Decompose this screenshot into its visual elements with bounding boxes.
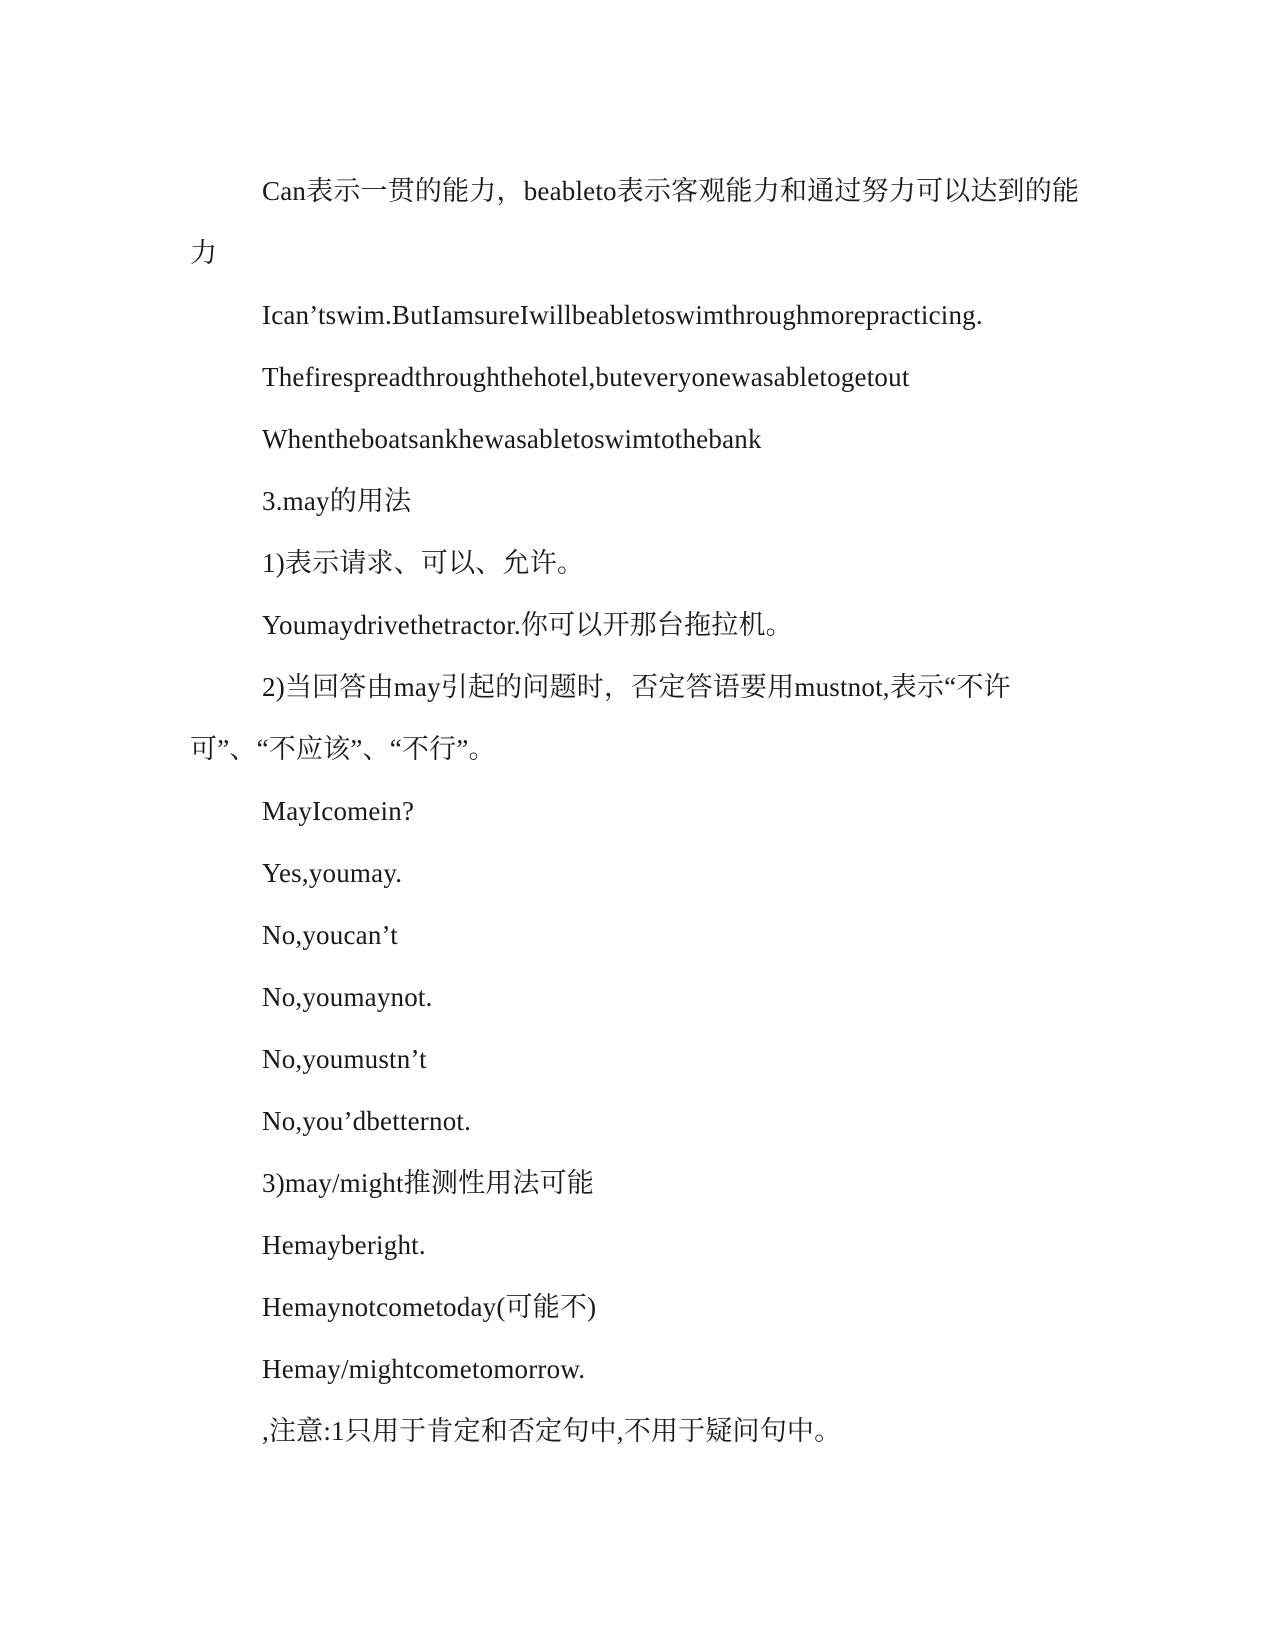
- example-sentence: No,youcan’t: [262, 920, 398, 950]
- example-sentence: Hemay/mightcometomorrow.: [262, 1354, 586, 1384]
- usage-point: 2)当回答由may引起的问题时，否定答语要用mustnot,表示“不许可”、“不应该”、“不行”。: [190, 672, 1011, 764]
- note-paragraph: ,注意:1只用于肯定和否定句中,不用于疑问句中。: [262, 1416, 842, 1446]
- example-sentence: Hemayberight.: [262, 1230, 426, 1260]
- example-sentence: Youmaydrivethetractor.你可以开那台拖拉机。: [262, 610, 793, 640]
- example-sentence: No,you’dbetternot.: [262, 1106, 472, 1136]
- example-sentence: Yes,youmay.: [262, 858, 403, 888]
- example-sentence: No,youmustn’t: [262, 1044, 427, 1074]
- example-sentence: MayIcomein?: [262, 796, 415, 826]
- section-heading-may: 3.may的用法: [262, 486, 412, 516]
- usage-point: 3)may/might推测性用法可能: [262, 1168, 595, 1198]
- example-sentence: Hemaynotcometoday(可能不): [262, 1292, 597, 1322]
- document-body: [190, 160, 1090, 1462]
- example-sentence: Ican’tswim.ButIamsureIwillbeabletoswimthroughmorepracticing.: [262, 300, 983, 330]
- paragraph-can-ability: Can表示一贯的能力，beableto表示客观能力和通过努力可以达到的能力: [190, 176, 1080, 268]
- example-sentence: Thefirespreadthroughthehotel,buteveryonewasabletogetout: [262, 362, 910, 392]
- example-sentence: Whentheboatsankhewasabletoswimtothebank: [262, 424, 762, 454]
- example-sentence: No,youmaynot.: [262, 982, 433, 1012]
- usage-point: 1)表示请求、可以、允许。: [262, 548, 585, 578]
